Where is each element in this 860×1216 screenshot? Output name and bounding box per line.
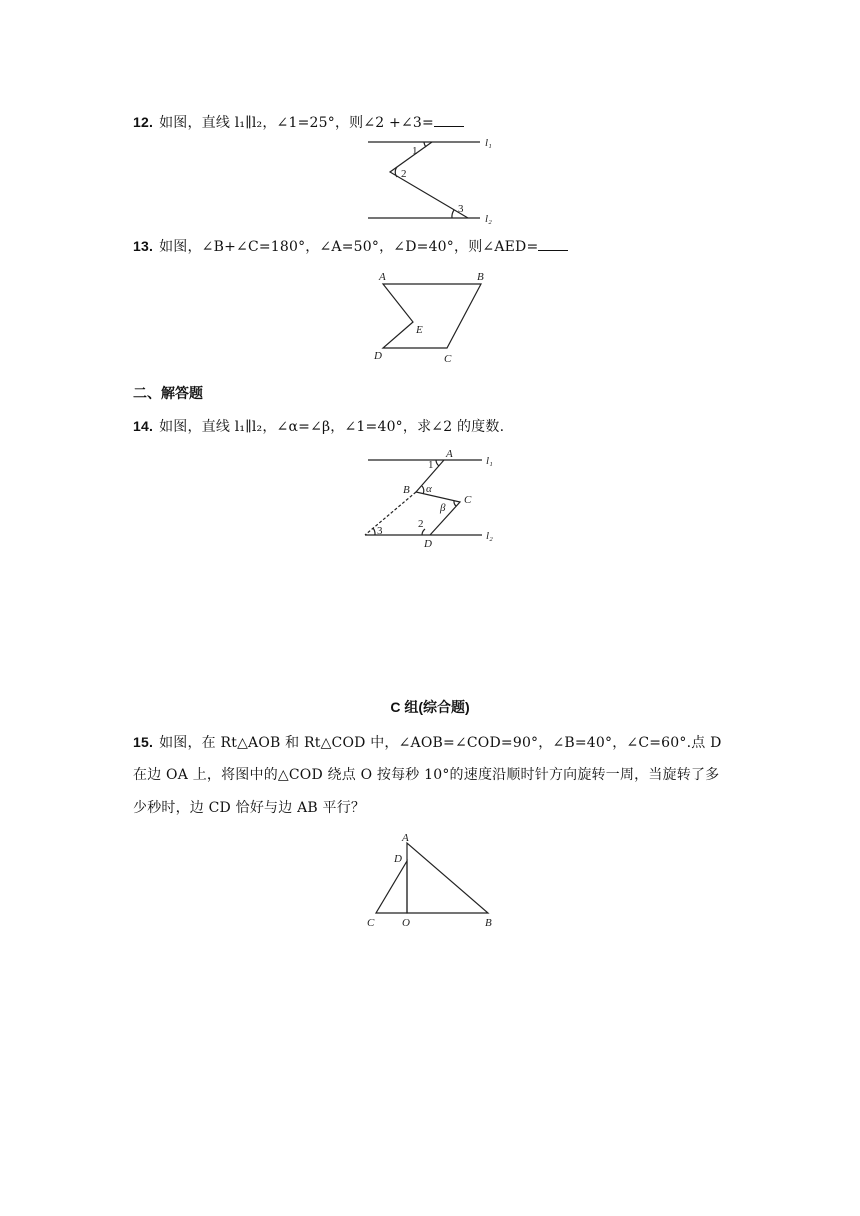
q12-text: [133, 112, 464, 133]
label-l1: l₁: [486, 455, 493, 467]
question-text: 如图，∠B+∠C=180°，∠A=50°，∠D=40°，则∠AED=: [159, 239, 539, 255]
label-l2: l₂: [486, 530, 493, 542]
label-l2: l₂: [485, 213, 492, 225]
label-D: D: [374, 350, 382, 362]
question-text: 如图，直线 l₁∥l₂，∠α=∠β，∠1=40°，求∠2 的度数.: [159, 419, 505, 435]
label-O: O: [402, 917, 410, 929]
question-number: 14.: [133, 418, 154, 434]
question-number: 12.: [133, 114, 154, 130]
angle-label-1: 1: [428, 459, 434, 471]
angle-arc-1: [424, 142, 426, 147]
label-beta: β: [440, 502, 446, 514]
q13-figure: [365, 268, 495, 368]
section-title: 二、解答题: [133, 385, 203, 401]
q15-figure: [362, 830, 507, 935]
angle-arc-alpha: [422, 486, 424, 494]
label-B: B: [403, 484, 410, 496]
label-A: A: [402, 832, 409, 844]
angle-label-2: 2: [418, 518, 424, 530]
label-D: D: [394, 853, 402, 865]
answer-blank[interactable]: [434, 114, 464, 127]
angle-arc-3: [452, 210, 454, 218]
label-C: C: [444, 353, 452, 365]
question-text-line3: 少秒时，边 CD 恰好与边 AB 平行？: [133, 800, 366, 816]
angle-arc-beta: [454, 501, 456, 506]
triangle-COD: [376, 861, 407, 913]
label-D: D: [424, 538, 432, 550]
group-title: C 组(综合题): [390, 699, 470, 715]
angle-label-2: 2: [401, 168, 407, 180]
triangle-AOB: [407, 843, 488, 913]
label-alpha: α: [426, 483, 432, 495]
label-B: B: [477, 271, 484, 283]
q13-text: [133, 236, 568, 257]
question-text: 如图，直线 l₁∥l₂，∠1=25°，则∠2 +∠3=: [159, 115, 434, 131]
label-A: A: [379, 271, 386, 283]
pentagon-ABCDE: [383, 284, 481, 348]
angle-label-3: 3: [377, 525, 383, 537]
label-C: C: [464, 494, 472, 506]
label-A: A: [446, 448, 453, 460]
q14-figure: [360, 446, 510, 551]
label-B: B: [485, 917, 492, 929]
label-C: C: [367, 917, 375, 929]
q12-figure: [360, 134, 510, 229]
question-number: 15.: [133, 734, 154, 750]
answer-blank[interactable]: [538, 238, 568, 251]
question-text-line1: 如图，在 Rt△AOB 和 Rt△COD 中，∠AOB=∠COD=90°，∠B=40°，∠C=60°.点 D: [159, 735, 722, 751]
angle-label-1: 1: [412, 145, 418, 157]
angle-arc-3: [373, 528, 375, 535]
dashed-segment: [365, 492, 416, 535]
q15-line1: [133, 732, 722, 753]
label-l1: l₁: [485, 137, 492, 149]
zigzag: [390, 142, 468, 218]
question-number: 13.: [133, 238, 154, 254]
angle-label-3: 3: [458, 203, 464, 215]
angle-arc-1: [436, 460, 439, 466]
question-text-line2: 在边 OA 上，将图中的△COD 绕点 O 按每秒 10°的速度沿顺时针方向旋转一周，当旋转了多: [133, 767, 720, 783]
q14-text: [133, 416, 504, 437]
label-E: E: [416, 324, 423, 336]
